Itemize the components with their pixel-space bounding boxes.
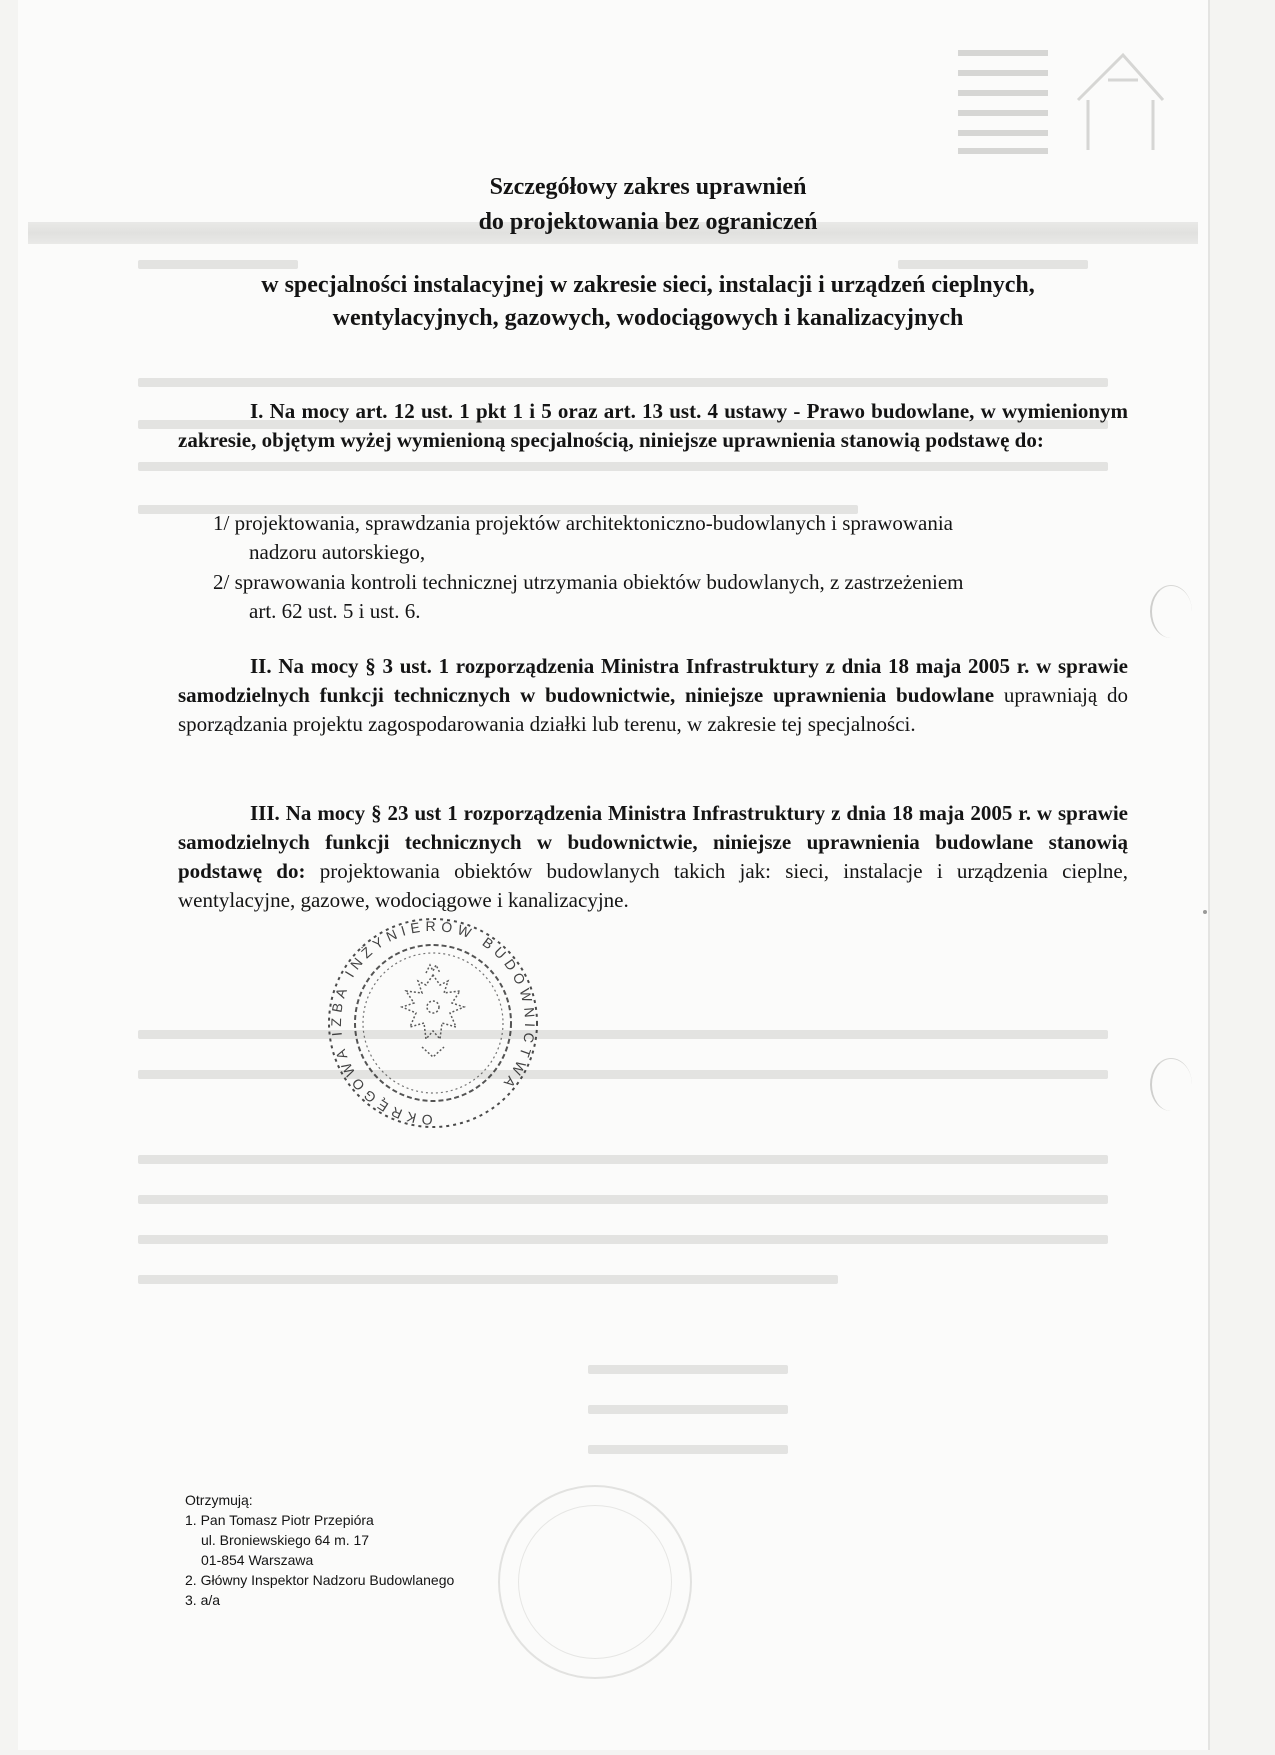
show-through-line	[138, 1030, 1108, 1039]
item-1-text: 1/ projektowania, sprawdzania projektów architektoniczno-budowlanych i sprawowania	[213, 511, 954, 535]
recipients-list	[185, 1490, 454, 1610]
section-2-bold-text: II. Na mocy § 3 ust. 1 rozporządzenia Ministra Infrastruktury z dnia 18 maja 2005 r. w sprawie samodzielnych funkcji technicznych w budownictwie, niniejsze uprawnienia budowlane	[178, 654, 1128, 707]
paper-speck	[1203, 910, 1207, 914]
show-through-line	[138, 1275, 838, 1284]
show-through-line	[588, 1365, 788, 1374]
punch-hole-mark	[1150, 1058, 1192, 1111]
official-stamp	[318, 915, 548, 1130]
item-2-text: 2/ sprawowania kontroli technicznej utrzymania obiektów budowlanych, z zastrzeżeniem	[213, 570, 964, 594]
show-through-line	[138, 1195, 1108, 1204]
punch-hole-mark	[1150, 585, 1192, 638]
recipient-3: 3. a/a	[185, 1592, 221, 1608]
recipient-1-name: 1. Pan Tomasz Piotr Przepióra	[185, 1512, 374, 1528]
document-title-line2: do projektowania bez ograniczeń	[478, 209, 818, 235]
specialty-line1: w specjalności instalacyjnej w zakresie sieci, instalacji i urządzeń cieplnych,	[261, 272, 1035, 298]
recipient-1-street: ul. Broniewskiego 64 m. 17	[201, 1532, 370, 1548]
stamp-ring-text: OKRĘGOWA IZBA INŻYNIERÓW BUDOWNICTWA	[327, 918, 539, 1129]
section-3-paragraph	[178, 799, 1128, 915]
section-3-text: projektowania obiektów budowlanych takich jak: sieci, instalacje i urządzenia cieplne, wentylacyjne, gazowe, wodociągowe i kanalizacyjne.	[178, 859, 1128, 912]
document-page	[18, 0, 1208, 1750]
item-2-continuation: art. 62 ust. 5 i ust. 6.	[249, 599, 421, 623]
svg-text:OKRĘGOWA IZBA INŻYNIERÓW BUDOW	[328, 918, 538, 1128]
show-through-seal	[498, 1485, 692, 1679]
show-through-line	[138, 378, 1108, 387]
section-3-bold-text: III. Na mocy § 23 ust 1 rozporządzenia Ministra Infrastruktury z dnia 18 maja 2005 r. w sprawie samodzielnych funkcji technicznych w budownictwie, niniejsze uprawnienia budowlane stanowią podstawę do:	[178, 801, 1128, 883]
section-1-paragraph	[178, 397, 1128, 455]
show-through-line	[138, 1155, 1108, 1164]
specialty-line2: wentylacyjnych, gazowych, wodociągowych i kanalizacyjnych	[332, 305, 964, 331]
show-through-line	[138, 1070, 1108, 1079]
show-through-logo	[958, 40, 1178, 160]
show-through-line	[588, 1405, 788, 1414]
section-2-text: uprawniają do sporządzania projektu zagospodarowania działki lub terenu, w zakresie tej specjalności.	[178, 683, 1128, 736]
section-1-item-2	[213, 568, 1113, 626]
item-1-continuation: nadzoru autorskiego,	[249, 540, 426, 564]
recipient-1-city: 01-854 Warszawa	[201, 1552, 314, 1568]
show-through-line	[138, 462, 1108, 471]
document-title-line1: Szczegółowy zakres uprawnień	[489, 174, 807, 200]
section-1-text: I. Na mocy art. 12 ust. 1 pkt 1 i 5 oraz art. 13 ust. 4 ustawy - Prawo budowlane, w wymienionym zakresie, objętym wyżej wymienioną specjalnością, niniejsze uprawnienia stanowią podstawę do:	[178, 399, 1128, 452]
recipients-heading: Otrzymują:	[185, 1492, 253, 1508]
section-2-paragraph	[178, 652, 1128, 739]
show-through-line	[588, 1445, 788, 1454]
show-through-line	[138, 1235, 1108, 1244]
eagle-emblem-icon	[402, 965, 464, 1057]
recipient-2: 2. Główny Inspektor Nadzoru Budowlanego	[185, 1572, 455, 1588]
section-1-item-1	[213, 509, 1113, 567]
